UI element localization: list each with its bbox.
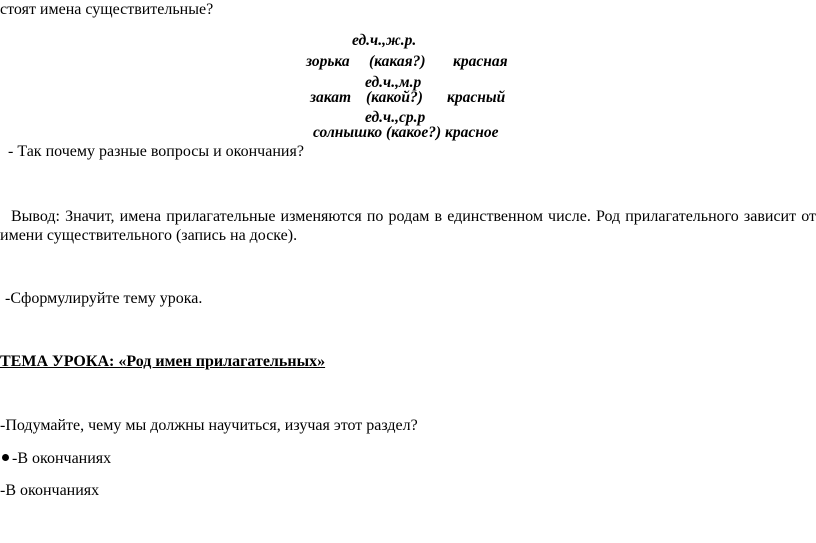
question-why: - Так почему разные вопросы и окончания? (8, 143, 304, 160)
example-r4-noun: закат (310, 89, 352, 106)
example-r5: ед.ч.,ср.р (365, 109, 426, 126)
example-r1: ед.ч.,ж.р. (352, 32, 417, 49)
top-line: стоят имена существительные? (0, 1, 214, 18)
conclusion-line-2: имени существительного (запись на доске). (0, 227, 298, 244)
task-formulate: -Сформулируйте тему урока. (5, 290, 203, 307)
example-r4-question: (какой?) (366, 89, 423, 106)
bullet-item-text: -В окончаниях (12, 450, 112, 467)
example-r4-adjective: красный (447, 89, 506, 106)
example-r6: солнышко (какое?) красное (313, 124, 499, 141)
plain-list-item: -В окончаниях (0, 482, 100, 499)
example-r2-adjective: красная (453, 53, 508, 70)
example-r2-noun: зорька (306, 53, 350, 70)
conclusion-text-1: Вывод: Значит, имена прилагательные изменяются по родам в единственном числе. Род прилагательного зависит от (11, 208, 816, 225)
example-r3: ед.ч.,м.р (365, 74, 422, 91)
question-learn: -Подумайте, чему мы должны научиться, изучая этот раздел? (0, 417, 418, 434)
lesson-topic: ТЕМА УРОКА: «Род имен прилагательных» (0, 353, 326, 370)
bullet-list-item (2, 449, 111, 469)
bullet-icon (2, 454, 9, 461)
example-r2-question: (какая?) (369, 53, 426, 70)
conclusion-line-1 (0, 207, 816, 227)
